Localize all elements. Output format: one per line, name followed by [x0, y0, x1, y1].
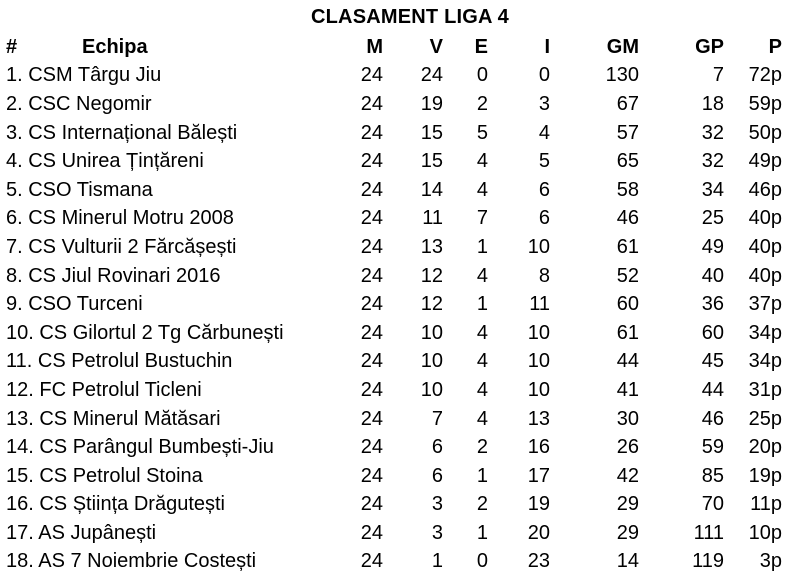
goals-for-cell: 26 [616, 436, 639, 459]
wins-cell: 11 [422, 207, 443, 230]
played-cell: 24 [360, 121, 383, 144]
points-cell: 19p [748, 464, 782, 487]
table-row [6, 319, 782, 348]
points-cell: 59p [748, 92, 782, 115]
played-cell: 24 [360, 350, 383, 373]
goals-for-cell: 58 [616, 178, 639, 201]
standings-table [6, 33, 782, 576]
losses-cell: 0 [538, 64, 550, 87]
played-cell: 24 [360, 293, 383, 316]
header-goals-against: GP [695, 35, 724, 58]
goals-against-cell: 36 [701, 293, 724, 316]
team-name-cell: 13. CS Minerul Mătăsari [6, 407, 221, 430]
team-name-cell: 2. CSC Negomir [6, 92, 152, 115]
team-name-cell: 15. CS Petrolul Stoina [6, 464, 203, 487]
goals-for-cell: 44 [616, 350, 639, 373]
goals-for-cell: 60 [616, 293, 639, 316]
points-cell: 31p [748, 378, 782, 401]
wins-cell: 10 [420, 350, 443, 373]
goals-against-cell: 25 [701, 207, 724, 230]
header-team [6, 33, 343, 62]
team-name-cell: 16. CS Știința Drăgutești [6, 493, 225, 516]
played-cell: 24 [360, 64, 383, 87]
wins-cell: 13 [420, 235, 443, 258]
team-name-cell: 7. CS Vulturii 2 Fărcășești [6, 235, 237, 258]
wins-cell: 24 [420, 64, 443, 87]
points-cell: 11p [750, 493, 782, 516]
table-row [6, 290, 782, 319]
losses-cell: 6 [538, 178, 550, 201]
wins-cell: 10 [420, 378, 443, 401]
losses-cell: 19 [527, 493, 550, 516]
draws-cell: 4 [476, 321, 488, 344]
losses-cell: 20 [527, 521, 550, 544]
played-cell: 24 [360, 92, 383, 115]
losses-cell: 4 [538, 121, 550, 144]
header-wins: V [429, 35, 443, 58]
goals-for-cell: 67 [616, 92, 639, 115]
standings-body [6, 62, 782, 577]
header-losses: I [544, 35, 550, 58]
points-cell: 50p [748, 121, 782, 144]
goals-against-cell: 70 [701, 493, 724, 516]
draws-cell: 4 [476, 264, 488, 287]
played-cell: 24 [360, 378, 383, 401]
goals-for-cell: 41 [616, 378, 639, 401]
points-cell: 40p [748, 235, 782, 258]
goals-for-cell: 46 [616, 207, 639, 230]
goals-against-cell: 32 [701, 150, 724, 173]
header-goals-for: GM [606, 35, 639, 58]
header-played: M [366, 35, 383, 58]
team-name-cell: 14. CS Parângul Bumbești-Jiu [6, 436, 274, 459]
draws-cell: 2 [476, 436, 488, 459]
goals-against-cell: 46 [701, 407, 724, 430]
draws-cell: 1 [476, 521, 488, 544]
goals-against-cell: 44 [701, 378, 724, 401]
goals-for-cell: 29 [616, 493, 639, 516]
losses-cell: 5 [538, 150, 550, 173]
team-name-cell: 10. CS Gilortul 2 Tg Cărbunești [6, 321, 284, 344]
played-cell: 24 [360, 521, 383, 544]
goals-against-cell: 59 [701, 436, 724, 459]
team-name-cell: 17. AS Jupânești [6, 521, 157, 544]
goals-against-cell: 40 [701, 264, 724, 287]
played-cell: 24 [360, 235, 383, 258]
played-cell: 24 [360, 178, 383, 201]
team-name-cell: 3. CS Internațional Bălești [6, 121, 238, 144]
table-row [6, 205, 782, 234]
goals-for-cell: 42 [616, 464, 639, 487]
table-row [6, 519, 782, 548]
draws-cell: 2 [476, 493, 488, 516]
played-cell: 24 [360, 436, 383, 459]
draws-cell: 4 [476, 350, 488, 373]
team-name-cell: 11. CS Petrolul Bustuchin [6, 350, 233, 373]
goals-against-cell: 7 [712, 64, 724, 87]
points-cell: 25p [748, 407, 782, 430]
points-cell: 34p [748, 321, 782, 344]
goals-against-cell: 18 [701, 92, 724, 115]
wins-cell: 6 [431, 464, 443, 487]
losses-cell: 10 [527, 378, 550, 401]
wins-cell: 6 [431, 436, 443, 459]
header-team-label: Echipa [82, 35, 148, 58]
goals-against-cell: 45 [701, 350, 724, 373]
table-row [6, 176, 782, 205]
points-cell: 37p [748, 293, 782, 316]
points-cell: 72p [748, 64, 782, 87]
points-cell: 20p [748, 436, 782, 459]
table-row [6, 405, 782, 434]
team-name-cell: 8. CS Jiul Rovinari 2016 [6, 264, 221, 287]
goals-against-cell: 111 [693, 521, 724, 544]
table-row [6, 548, 782, 577]
points-cell: 10p [748, 521, 782, 544]
played-cell: 24 [360, 550, 383, 573]
losses-cell: 13 [527, 407, 550, 430]
team-name-cell: 6. CS Minerul Motru 2008 [6, 207, 234, 230]
team-name-cell: 12. FC Petrolul Ticleni [6, 378, 202, 401]
goals-against-cell: 32 [701, 121, 724, 144]
draws-cell: 4 [476, 150, 488, 173]
losses-cell: 6 [538, 207, 550, 230]
draws-cell: 5 [476, 121, 488, 144]
draws-cell: 1 [476, 235, 488, 258]
wins-cell: 14 [420, 178, 443, 201]
team-name-cell: 4. CS Unirea Țințăreni [6, 150, 204, 173]
header-rank: # [6, 35, 18, 58]
header-row [6, 33, 782, 62]
losses-cell: 17 [527, 464, 550, 487]
wins-cell: 1 [431, 550, 443, 573]
played-cell: 24 [360, 150, 383, 173]
losses-cell: 23 [527, 550, 550, 573]
draws-cell: 1 [476, 464, 488, 487]
losses-cell: 16 [527, 436, 550, 459]
table-row [6, 376, 782, 405]
table-row [6, 90, 782, 119]
table-row [6, 262, 782, 291]
draws-cell: 1 [476, 293, 488, 316]
draws-cell: 7 [476, 207, 488, 230]
goals-for-cell: 61 [616, 235, 639, 258]
wins-cell: 3 [431, 521, 443, 544]
table-row [6, 433, 782, 462]
points-cell: 49p [748, 150, 782, 173]
goals-for-cell: 57 [616, 121, 639, 144]
goals-for-cell: 14 [616, 550, 639, 573]
draws-cell: 0 [476, 550, 488, 573]
table-row [6, 62, 782, 91]
goals-for-cell: 29 [616, 521, 639, 544]
losses-cell: 10 [527, 321, 550, 344]
played-cell: 24 [360, 464, 383, 487]
losses-cell: 3 [538, 92, 550, 115]
wins-cell: 3 [431, 493, 443, 516]
draws-cell: 2 [476, 92, 488, 115]
played-cell: 24 [360, 321, 383, 344]
goals-for-cell: 65 [616, 150, 639, 173]
wins-cell: 12 [420, 293, 443, 316]
played-cell: 24 [360, 407, 383, 430]
goals-against-cell: 85 [701, 464, 724, 487]
wins-cell: 7 [431, 407, 443, 430]
team-name-cell: 9. CSO Turceni [6, 293, 143, 316]
losses-cell: 10 [527, 350, 550, 373]
draws-cell: 4 [476, 178, 488, 201]
wins-cell: 10 [420, 321, 443, 344]
wins-cell: 12 [420, 264, 443, 287]
played-cell: 24 [360, 207, 383, 230]
draws-cell: 4 [476, 407, 488, 430]
points-cell: 3p [759, 550, 782, 573]
goals-against-cell: 49 [701, 235, 724, 258]
losses-cell: 10 [527, 235, 550, 258]
table-row [6, 462, 782, 491]
losses-cell: 8 [538, 264, 550, 287]
team-name-cell: 5. CSO Tismana [6, 178, 153, 201]
header-points: P [768, 35, 782, 58]
goals-against-cell: 119 [692, 550, 724, 573]
goals-for-cell: 130 [605, 64, 639, 87]
wins-cell: 15 [420, 150, 443, 173]
points-cell: 40p [748, 264, 782, 287]
table-row [6, 119, 782, 148]
points-cell: 40p [748, 207, 782, 230]
team-name-cell: 18. AS 7 Noiembrie Costești [6, 550, 257, 573]
losses-cell: 11 [529, 293, 550, 316]
table-row [6, 348, 782, 377]
goals-against-cell: 60 [701, 321, 724, 344]
table-row [6, 491, 782, 520]
goals-against-cell: 34 [701, 178, 724, 201]
goals-for-cell: 61 [616, 321, 639, 344]
points-cell: 34p [748, 350, 782, 373]
draws-cell: 0 [476, 64, 488, 87]
header-draws: E [474, 35, 488, 58]
wins-cell: 15 [420, 121, 443, 144]
team-name-cell: 1. CSM Târgu Jiu [6, 64, 162, 87]
table-title: CLASAMENT LIGA 4 [310, 6, 509, 28]
points-cell: 46p [748, 178, 782, 201]
draws-cell: 4 [476, 378, 488, 401]
table-row [6, 233, 782, 262]
played-cell: 24 [360, 493, 383, 516]
wins-cell: 19 [420, 92, 443, 115]
played-cell: 24 [360, 264, 383, 287]
goals-for-cell: 52 [616, 264, 639, 287]
table-row [6, 147, 782, 176]
goals-for-cell: 30 [616, 407, 639, 430]
